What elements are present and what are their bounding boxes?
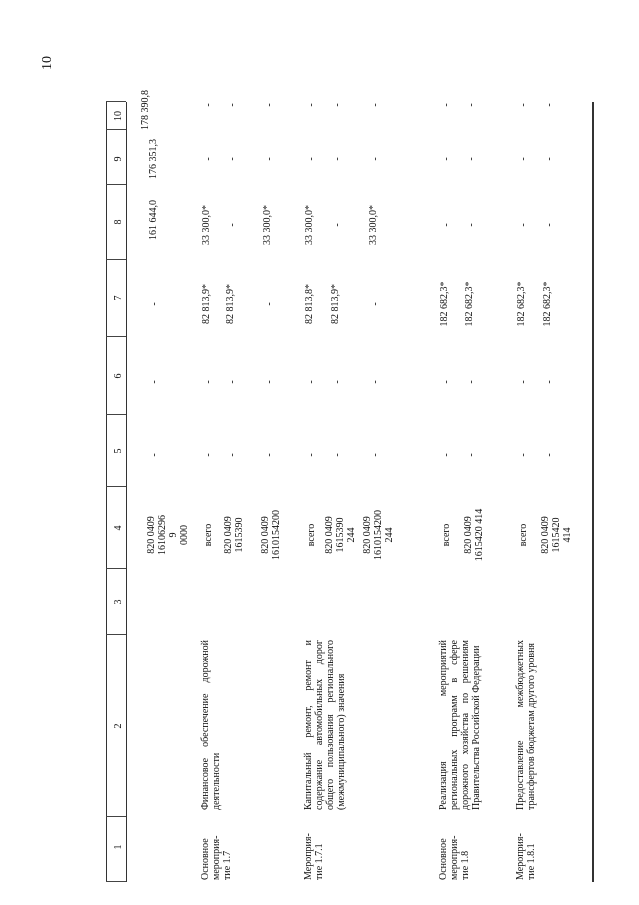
row-1-7-1-c-col5: -: [370, 453, 381, 457]
row-1-8-b-col8: -: [466, 223, 477, 227]
row-1-8-b-col7: 182 682,3*: [464, 281, 475, 327]
row0-col6: -: [149, 380, 160, 384]
row-1-8-1-a-col9: -: [518, 157, 529, 161]
row-1-7-a-col10: -: [203, 103, 214, 107]
row-1-7-b-code: 820 0409 1615390: [223, 516, 245, 554]
row-1-7-name: Финансовое обеспечение дорожной деятельности: [200, 640, 222, 810]
row-1-8-1-b-col9: -: [544, 157, 555, 161]
col-header-2: 2: [113, 723, 124, 729]
col-divider: [106, 184, 126, 185]
row-1-8-a-col7: 182 682,3*: [439, 281, 450, 327]
table-top-border: [106, 102, 107, 882]
col-header-5: 5: [113, 448, 124, 454]
row-1-8-1-b-col10: -: [544, 103, 555, 107]
row-1-7-1-a-col10: -: [306, 103, 317, 107]
row-1-8-a-col9: -: [441, 157, 452, 161]
row-1-7-1-c-col9: -: [370, 157, 381, 161]
row-1-8-a-code: всего: [441, 523, 452, 547]
row-1-7-1-b-col6: -: [332, 380, 343, 384]
row-1-8-a-col10: -: [441, 103, 452, 107]
col-header-9: 9: [113, 156, 124, 162]
row-1-7-1-b-col8: -: [332, 223, 343, 227]
row-1-8-1-a-code: всего: [518, 523, 529, 547]
col-divider: [106, 486, 126, 487]
row-1-8-1-a-col5: -: [518, 453, 529, 457]
row-1-7-1-name: Капитальный ремонт, ремонт и содержание автомобильных дорог общего пользования регионального (межмуниципального) значения: [303, 640, 347, 810]
row-1-7-c-col7: -: [264, 302, 275, 306]
row0-col8: 161 644,0: [148, 200, 159, 240]
row0-col10: 178 390,8: [140, 90, 151, 130]
col-divider: [106, 634, 126, 635]
col-header-1: 1: [113, 844, 124, 850]
row-1-7-a-col8: 33 300,0*: [201, 205, 212, 245]
row-1-8-1-b-col6: -: [544, 380, 555, 384]
col-divider: [106, 568, 126, 569]
row-1-7-1-label: Мероприя- тие 1.7.1: [303, 833, 325, 880]
row-1-7-1-b-col10: -: [332, 103, 343, 107]
row-1-8-1-name: Предоставление межбюджетных трансфертов бюджетам другого уровня: [515, 640, 537, 810]
row-1-7-1-a-col8: 33 300,0*: [304, 205, 315, 245]
row-1-7-a-col9: -: [203, 157, 214, 161]
row0-col5: -: [149, 453, 160, 457]
row-1-7-a-col6: -: [203, 380, 214, 384]
row-1-8-1-a-col7: 182 682,3*: [516, 281, 527, 327]
row0-col9: 176 351,3: [148, 139, 159, 179]
row-1-7-1-b-col5: -: [332, 453, 343, 457]
row-1-8-1-a-col8: -: [518, 223, 529, 227]
row-1-8-1-b-code: 820 0409 1615420 414: [540, 516, 573, 554]
col-header-6: 6: [113, 373, 124, 379]
row-1-7-c-col6: -: [264, 380, 275, 384]
row-1-7-1-b-col9: -: [332, 157, 343, 161]
header-bottom-border: [126, 102, 127, 882]
row-1-8-label: Основное мероприя- тие 1.8: [438, 835, 471, 880]
row0-col7: -: [149, 302, 160, 306]
row-1-8-a-col5: -: [441, 453, 452, 457]
row-1-8-1-label: Мероприя- тие 1.8.1: [515, 833, 537, 880]
row-1-7-b-col5: -: [227, 453, 238, 457]
row-1-7-1-a-col9: -: [306, 157, 317, 161]
row-1-7-c-col8: 33 300,0*: [262, 205, 273, 245]
row-1-7-1-a-col5: -: [306, 453, 317, 457]
col-divider: [106, 881, 126, 882]
row-1-7-b-col10: -: [227, 103, 238, 107]
row-1-7-1-a-code: всего: [306, 523, 317, 547]
page-number: 10: [40, 56, 55, 70]
col-divider: [106, 414, 126, 415]
col-divider: [106, 336, 126, 337]
row-1-7-1-c-col7: -: [370, 302, 381, 306]
row-1-7-1-b-col7: 82 813,9*: [330, 284, 341, 324]
row-1-7-1-a-col7: 82 813,8*: [304, 284, 315, 324]
row-1-8-1-b-col5: -: [544, 453, 555, 457]
row-1-7-1-c-col8: 33 300,0*: [368, 205, 379, 245]
row-1-7-1-a-col6: -: [306, 380, 317, 384]
row-1-7-1-b-code: 820 0409 1615390 244: [324, 516, 357, 554]
col-header-3: 3: [113, 599, 124, 605]
row-1-8-1-a-col10: -: [518, 103, 529, 107]
row-1-8-1-b-col8: -: [544, 223, 555, 227]
col-header-10: 10: [113, 111, 124, 121]
row-1-7-c-col5: -: [264, 453, 275, 457]
row-1-7-b-col6: -: [227, 380, 238, 384]
col-divider: [106, 259, 126, 260]
row-1-7-b-col9: -: [227, 157, 238, 161]
row-1-7-a-col7: 82 813,9*: [201, 284, 212, 324]
row-1-7-label: Основное мероприя- тие 1.7: [200, 835, 233, 880]
row-1-8-b-col5: -: [466, 453, 477, 457]
row-1-8-name: Реализация мероприятий региональных программ в сфере дорожного хозяйства по решениям Правительства Российской Федерации: [438, 640, 482, 810]
col-divider: [106, 816, 126, 817]
row0-code: 820 0409 16106296 9 0000: [146, 515, 190, 555]
row-1-8-a-col6: -: [441, 380, 452, 384]
row-1-7-c-col9: -: [264, 157, 275, 161]
row-1-8-1-b-col7: 182 682,3*: [542, 281, 553, 327]
row-1-7-c-col10: -: [264, 103, 275, 107]
row-1-8-b-col9: -: [466, 157, 477, 161]
row-1-7-a-col5: -: [203, 453, 214, 457]
col-header-8: 8: [113, 219, 124, 225]
col-header-7: 7: [113, 295, 124, 301]
row-1-8-b-col10: -: [466, 103, 477, 107]
row-1-8-b-col6: -: [466, 380, 477, 384]
row-1-8-a-col8: -: [441, 223, 452, 227]
row-1-8-b-code: 820 0409 1615420 414: [463, 508, 485, 562]
row-1-7-b-col7: 82 813,9*: [225, 284, 236, 324]
row-1-7-b-col8: -: [227, 223, 238, 227]
row-1-7-a-code: всего: [203, 523, 214, 547]
row-1-7-c-code: 820 0409 1610154200: [260, 510, 282, 560]
row-1-7-1-c-col10: -: [370, 103, 381, 107]
table-bottom-border: [592, 102, 594, 882]
row-1-7-1-c-col6: -: [370, 380, 381, 384]
row-1-7-1-c-code: 820 0409 1610154200 244: [362, 510, 395, 560]
col-header-4: 4: [113, 525, 124, 531]
row-1-8-1-a-col6: -: [518, 380, 529, 384]
